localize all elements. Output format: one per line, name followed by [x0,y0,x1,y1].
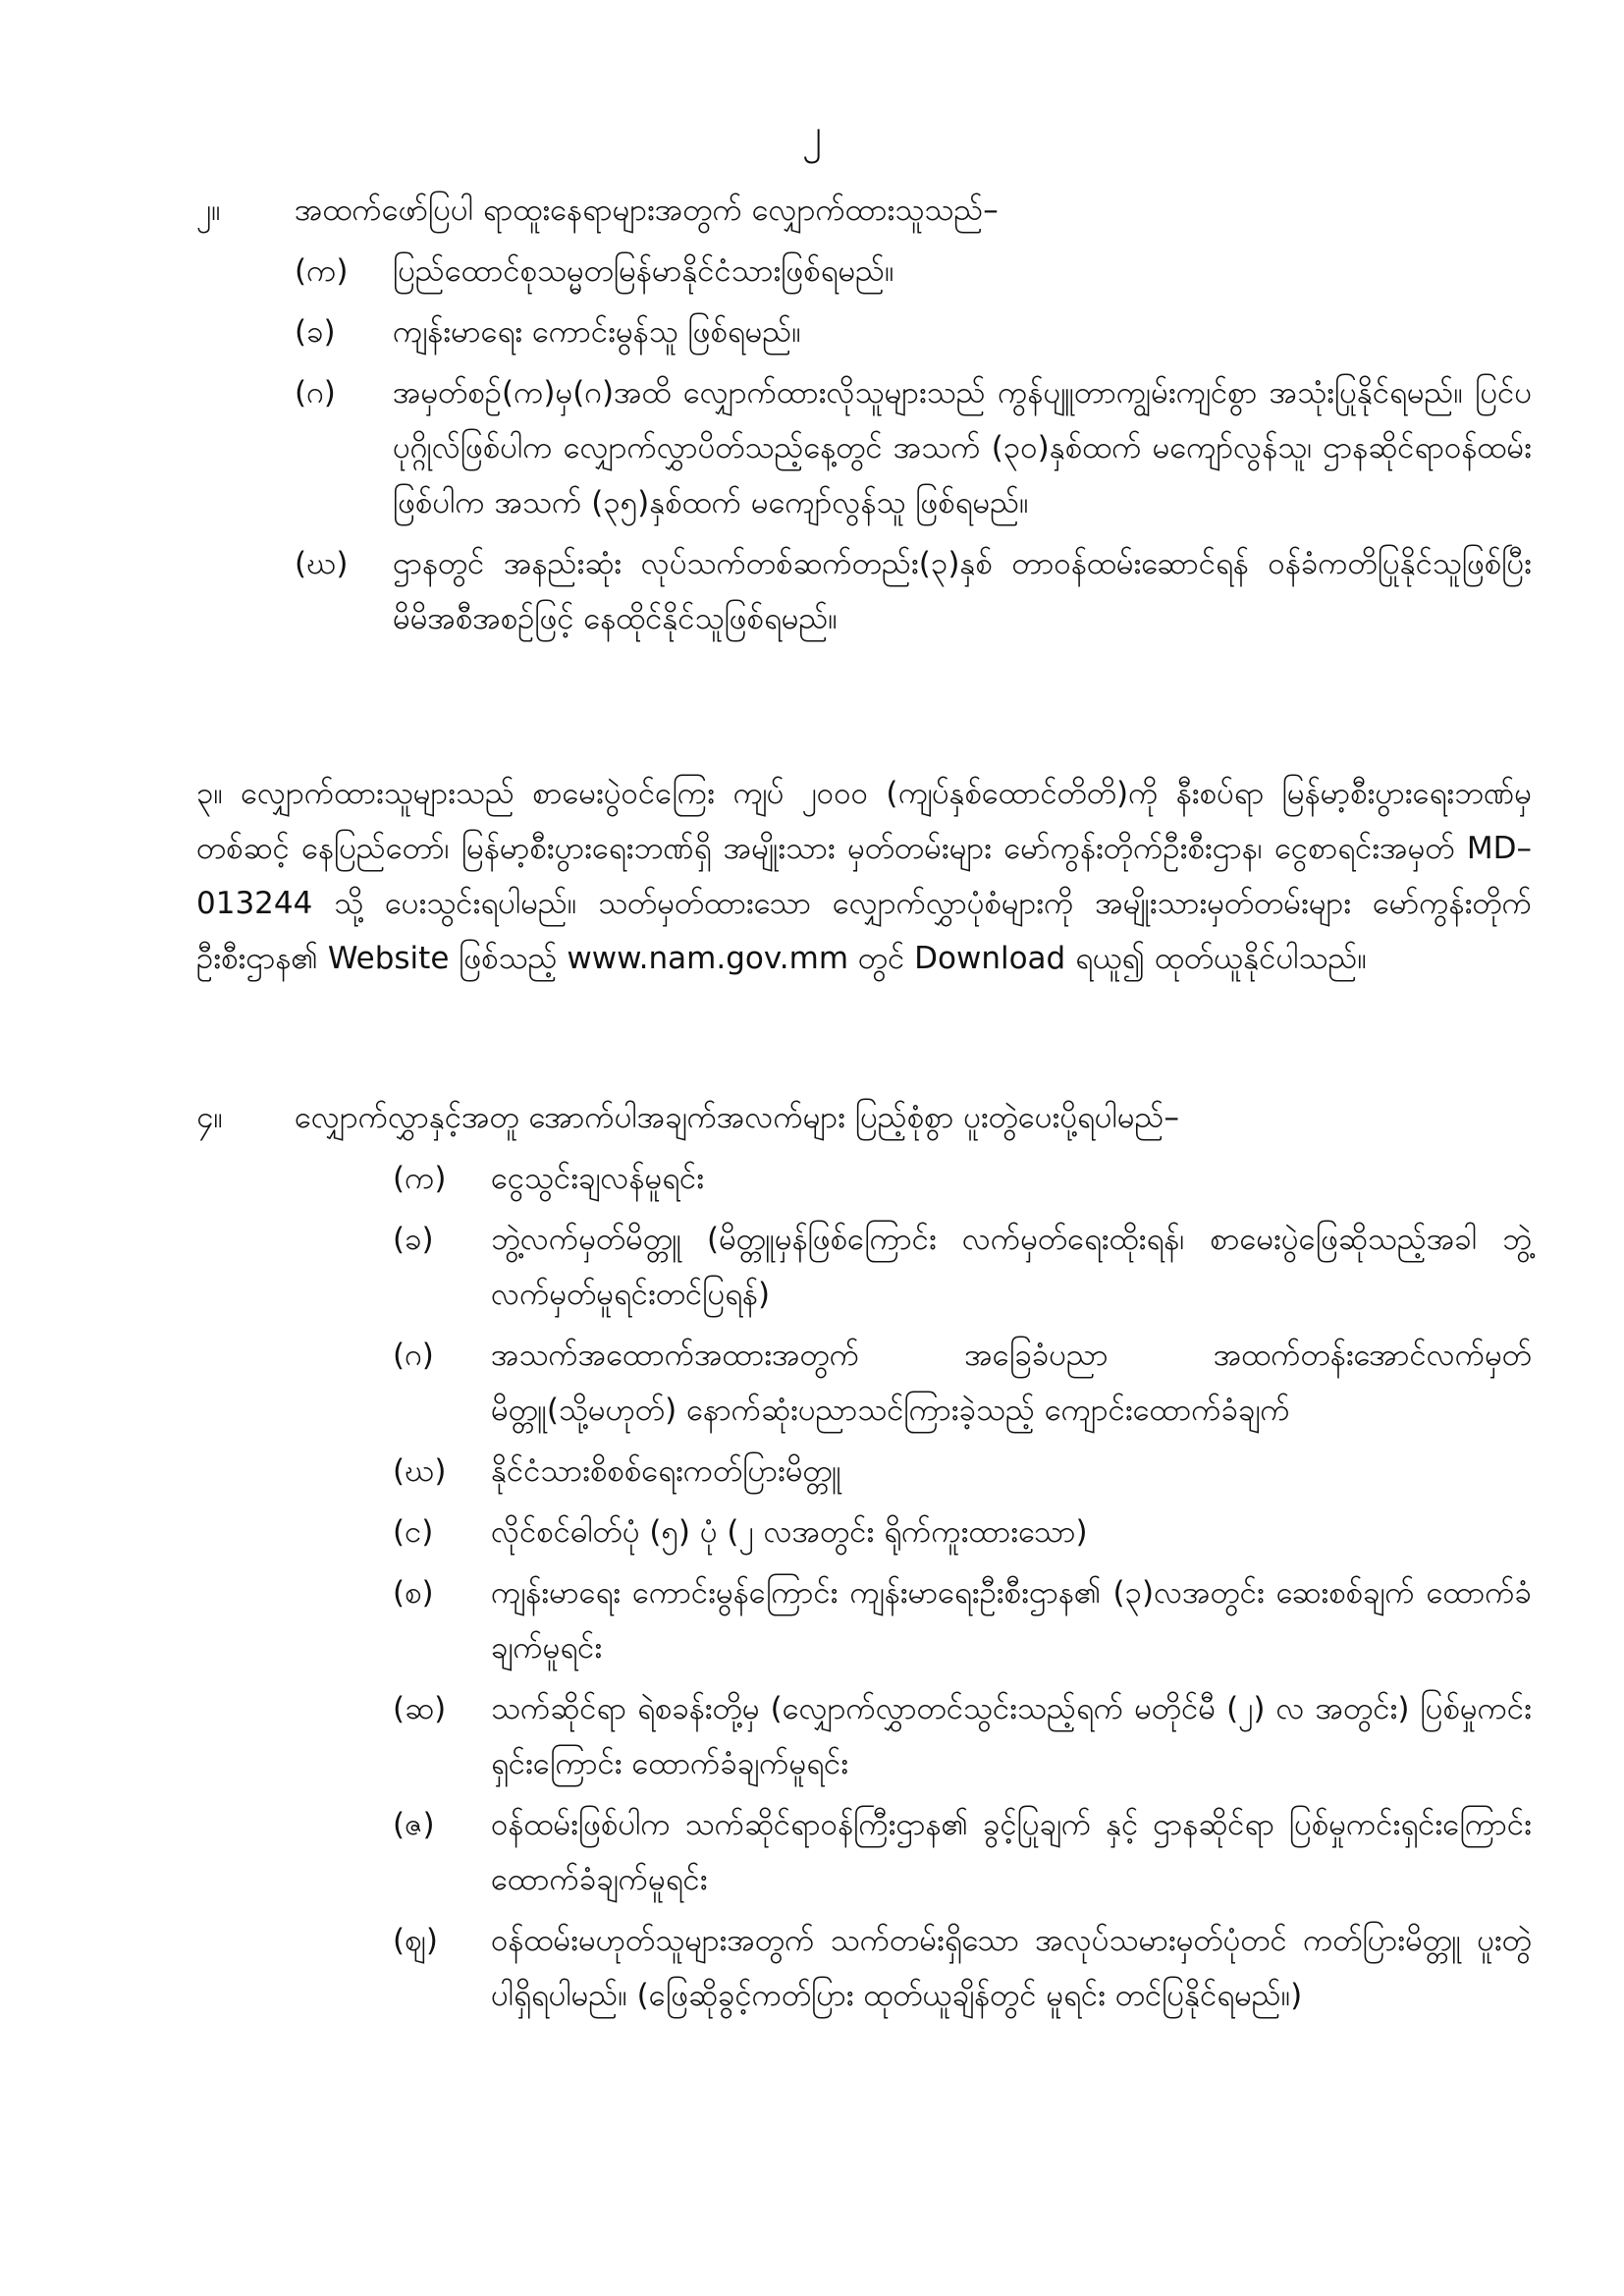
item-label: (ဂ) [393,1338,434,1373]
section-2-item [295,244,1532,299]
item-label: (ဈ) [393,1923,439,1958]
section-2-heading: အထက်ဖော်ပြပါ ရာထူးနေရာများအတွက် လျှောက်ထားသူသည်– [295,192,999,228]
section-3-number: ၃။ [196,776,223,811]
section-2 [196,183,1532,646]
section-2-item [295,304,1532,359]
item-text: ငွေသွင်းချလန်မူရင်း [491,1161,705,1196]
section-4-heading: လျှောက်လွှာနှင့်အတူ အောက်ပါအချက်အလက်များ ပြည့်စုံစွာ ပူးတွဲပေးပို့ရပါမည်– [295,1100,1180,1135]
item-text: လိုင်စင်ဓါတ်ပုံ (၅) ပုံ (၂ လအတွင်း ရိုက်ကူးထားသော) [491,1514,1088,1550]
item-text: ဘွဲ့လက်မှတ်မိတ္တူ (မိတ္တူမှန်ဖြစ်ကြောင်း လက်မှတ်ရေးထိုးရန်၊ စာမေးပွဲဖြေဆိုသည့်အခါ ဘွဲ့လက်မှတ်မူရင်းတင်ပြရန်) [491,1222,1532,1312]
section-3-text-end: တွင် Download ရယူ၍ ထုတ်ယူနိုင်ပါသည်။ [857,941,1367,976]
section-4-item [393,1151,1532,1206]
item-label: (ဇ) [393,1807,435,1842]
item-text: အမှတ်စဉ်(က)မှ(ဂ)အထိ လျှောက်ထားလိုသူများသည် ကွန်ပျူတာကျွမ်းကျင်စွာ အသုံးပြုနိုင်ရမည်။ ပြင်ပပုဂ္ဂိုလ်ဖြစ်ပါက လျှောက်လွှာပိတ်သည့်နေ့တွင် အသက် (၃၀)နှစ်ထက် မကျော်လွန်သူ၊ ဌာနဆိုင်ရာဝန်ထမ်း ဖြစ်ပါက အသက် (၃၅)နှစ်ထက် မကျော်လွန်သူ ဖြစ်ရမည်။ [393,375,1532,520]
section-2-item [295,365,1532,530]
item-label: (ဃ) [295,546,349,581]
item-text: ဝန်ထမ်းမဟုတ်သူများအတွက် သက်တမ်းရှိသော အလုပ်သမားမှတ်ပုံတင် ကတ်ပြားမိတ္တူ ပူးတွဲပါရှိရပါမည်။ (ဖြေဆိုခွင့်ကတ်ပြား ထုတ်ယူချိန်တွင် မူရင်း တင်ပြနိုင်ရမည်။) [491,1923,1532,2013]
section-2-item [295,536,1532,646]
section-2-number: ၂။ [196,192,221,228]
section-4-item [393,1504,1532,1559]
section-3 [196,766,1532,986]
item-text: နိုင်ငံသားစိစစ်ရေးကတ်ပြားမိတ္တူ [491,1453,841,1489]
item-text: အသက်အထောက်အထားအတွက် အခြေခံပညာ အထက်တန်းအောင်လက်မှတ် မိတ္တူ(သို့မဟုတ်) နောက်ဆုံးပညာသင်ကြားခဲ့သည့် ကျောင်းထောက်ခံချက် [491,1338,1532,1428]
item-label: (က) [295,253,349,289]
section-4-item [393,1681,1532,1791]
page-number: ၂ [802,111,822,156]
item-label: (ခ) [295,314,336,350]
section-3-text: လျှောက်ထားသူများသည် စာမေးပွဲဝင်ကြေး ကျပ် ၂၀၀၀ (ကျပ်နှစ်ထောင်တိတိ)ကို နီးစပ်ရာ မြန်မာ့စီးပွားရေးဘဏ်မှ တစ်ဆင့် နေပြည်တော်၊ မြန်မာ့စီးပွားရေးဘဏ်ရှိ အမျိုးသား မှတ်တမ်းများ မော်ကွန်းတိုက်ဦးစီးဌာန၊ ငွေစာရင်းအမှတ် MD–013244 သို့ ပေးသွင်းရပါမည်။ သတ်မှတ်ထားသော လျှောက်လွှာပုံစံများကို အမျိုးသားမှတ်တမ်းများ မော်ကွန်းတိုက်ဦးစီးဌာန၏ Website ဖြစ်သည့် [196,776,1532,976]
section-4-item [393,1212,1532,1322]
section-3-paragraph [196,766,1532,986]
section-4-item [393,1328,1532,1438]
section-4 [196,1090,1532,2023]
section-4-item [393,1913,1532,2023]
item-label: (ဂ) [295,375,336,410]
item-text: ပြည်ထောင်စုသမ္မတမြန်မာနိုင်ငံသားဖြစ်ရမည်။ [393,253,894,289]
item-label: (င) [393,1514,434,1550]
item-text: ဌာနတွင် အနည်းဆုံး လုပ်သက်တစ်ဆက်တည်း(၃)နှစ် တာဝန်ထမ်းဆောင်ရန် ဝန်ခံကတိပြုနိုင်သူဖြစ်ပြီး မိမိအစီအစဉ်ဖြင့် နေထိုင်နိုင်သူဖြစ်ရမည်။ [393,546,1532,636]
item-text: သက်ဆိုင်ရာ ရဲစခန်းတို့မှ (လျှောက်လွှာတင်သွင်းသည့်ရက် မတိုင်မီ (၂) လ အတွင်း) ပြစ်မှုကင်းရှင်းကြောင်း ထောက်ခံချက်မူရင်း [491,1691,1532,1781]
section-4-item [393,1565,1532,1675]
section-2-heading-row [196,183,1532,238]
section-4-heading-row [196,1090,1532,1145]
item-text: ကျန်းမာရေး ကောင်းမွန်ကြောင်း ကျန်းမာရေးဦးစီးဌာန၏ (၃)လအတွင်း ဆေးစစ်ချက် ထောက်ခံချက်မူရင်း [491,1575,1532,1666]
item-label: (ဆ) [393,1691,447,1726]
item-label: (ခ) [393,1222,434,1257]
section-4-item [393,1797,1532,1907]
website-link[interactable]: www.nam.gov.mm [567,941,849,976]
section-4-number: ၄။ [196,1100,223,1135]
item-text: ဝန်ထမ်းဖြစ်ပါက သက်ဆိုင်ရာဝန်ကြီးဌာန၏ ခွင့်ပြုချက် နှင့် ဌာနဆိုင်ရာ ပြစ်မှုကင်းရှင်းကြောင်း ထောက်ခံချက်မူရင်း [491,1807,1532,1897]
section-4-item [393,1444,1532,1499]
item-text: ကျန်းမာရေး ကောင်းမွန်သူ ဖြစ်ရမည်။ [393,314,801,350]
item-label: (ဃ) [393,1453,447,1489]
item-label: (စ) [393,1575,434,1611]
item-label: (က) [393,1161,447,1196]
